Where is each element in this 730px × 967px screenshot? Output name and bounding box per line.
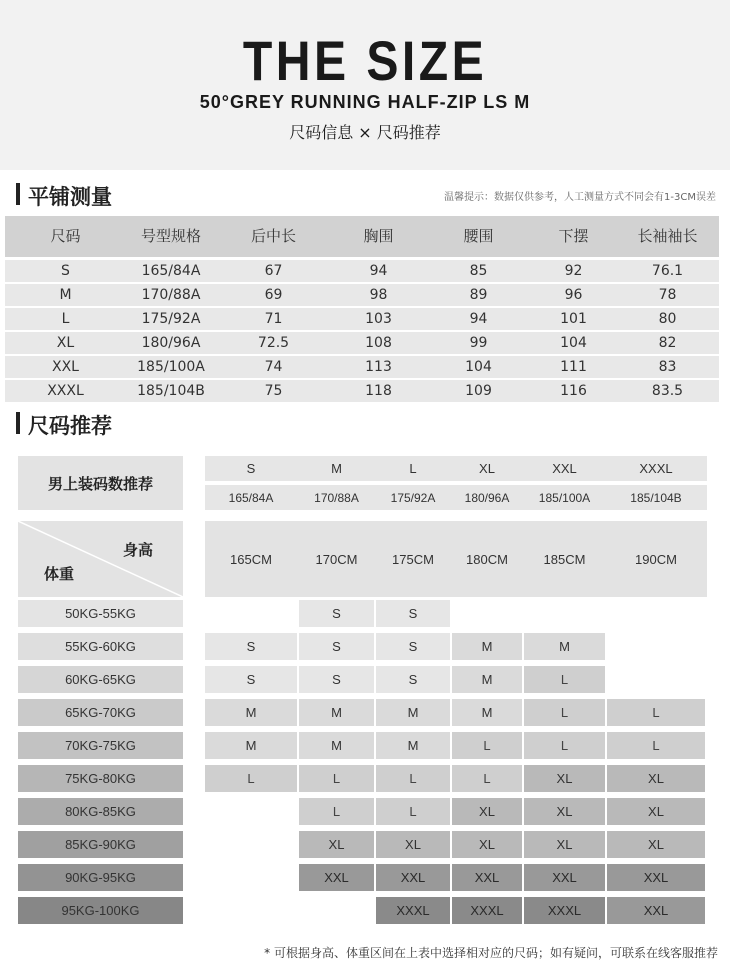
size-cell: L <box>452 765 522 792</box>
recommend-title: 尺码推荐 <box>28 414 112 438</box>
spec-header: 185/104B <box>630 490 682 505</box>
table-cell: 185/104B <box>137 383 205 399</box>
table-cell: 71 <box>264 311 283 327</box>
table-cell: 104 <box>560 335 587 351</box>
size-cell: L <box>524 666 605 693</box>
size-cell: XL <box>299 831 374 858</box>
size-cell: M <box>299 699 374 726</box>
size-cell: XXL <box>299 864 374 891</box>
weight-range: 90KG-95KG <box>18 864 183 891</box>
table-cell: 185/100A <box>137 359 205 375</box>
size-cell: XXXL <box>524 897 605 924</box>
size-cell: M <box>524 633 605 660</box>
height-header: 170CM <box>315 551 358 567</box>
table-cell: 104 <box>465 359 492 375</box>
weight-range: 80KG-85KG <box>18 798 183 825</box>
weight-range: 50KG-55KG <box>18 600 183 627</box>
size-cell: L <box>524 699 605 726</box>
table-cell: 94 <box>369 263 388 279</box>
size-cell: S <box>376 666 450 693</box>
diagonal-divider <box>18 521 183 597</box>
height-header: 165CM <box>230 551 272 567</box>
table-cell: 111 <box>560 359 587 375</box>
table-cell: 180/96A <box>141 335 201 351</box>
size-cell: XL <box>452 798 522 825</box>
weight-range: 60KG-65KG <box>18 666 183 693</box>
height-header: 185CM <box>543 551 586 567</box>
size-cell: L <box>452 732 522 759</box>
table-cell: 113 <box>365 359 392 375</box>
size-cell: M <box>299 732 374 759</box>
corner-label: 男上装码数推荐 <box>18 456 183 510</box>
size-cell: S <box>205 633 297 660</box>
spec-header: 185/100A <box>538 490 591 505</box>
spec-header: 180/96A <box>464 490 510 505</box>
size-cell: L <box>205 765 297 792</box>
size-cell: M <box>376 732 450 759</box>
table-cell: XXXL <box>47 383 84 399</box>
size-cell: M <box>376 699 450 726</box>
table-cell: 108 <box>365 335 392 351</box>
size-cell: XXL <box>452 864 522 891</box>
table-cell: 75 <box>264 383 283 399</box>
size-cell: L <box>607 699 705 726</box>
weight-range: 70KG-75KG <box>18 732 183 759</box>
size-cell: M <box>205 732 297 759</box>
size-cell: M <box>205 699 297 726</box>
size-header: M <box>331 461 342 476</box>
table-cell: 腰围 <box>463 227 494 245</box>
table-row <box>5 308 719 330</box>
size-cell: S <box>376 600 450 627</box>
table-cell: 下摆 <box>558 227 589 245</box>
size-cell: XL <box>452 831 522 858</box>
footnote: * 可根据身高、体重区间在上表中选择相对应的尺码；如有疑问，可联系在线客服推荐 <box>264 946 718 960</box>
size-cell: XL <box>524 765 605 792</box>
table-cell: 94 <box>469 311 488 327</box>
height-header: 175CM <box>392 551 434 567</box>
table-cell: 165/84A <box>141 263 201 279</box>
size-cell: L <box>524 732 605 759</box>
table-cell: 175/92A <box>141 311 201 327</box>
table-cell: 98 <box>369 287 388 303</box>
size-cell: S <box>205 666 297 693</box>
weight-range: 65KG-70KG <box>18 699 183 726</box>
table-cell: 号型规格 <box>140 227 201 245</box>
spec-header: 165/84A <box>228 490 274 505</box>
weight-range: 85KG-90KG <box>18 831 183 858</box>
table-cell: M <box>59 287 72 303</box>
table-cell: 170/88A <box>141 287 201 303</box>
size-cell: S <box>299 600 374 627</box>
weight-label: 体重 <box>44 566 75 583</box>
size-cell: S <box>299 666 374 693</box>
table-cell: 85 <box>469 263 488 279</box>
size-cell: L <box>607 732 705 759</box>
size-cell: M <box>452 699 522 726</box>
table-cell: 长袖袖长 <box>637 227 698 245</box>
section-marker <box>16 412 20 434</box>
size-cell: XL <box>607 765 705 792</box>
table-cell: 69 <box>264 287 283 303</box>
table-cell: 83 <box>658 359 677 375</box>
table-cell: 74 <box>264 359 283 375</box>
table-cell: 83.5 <box>651 383 684 399</box>
table-cell: 89 <box>469 287 488 303</box>
size-cell: L <box>376 798 450 825</box>
size-header: XXL <box>552 461 577 476</box>
table-row <box>5 332 719 354</box>
size-cell: XL <box>376 831 450 858</box>
table-cell: 118 <box>365 383 392 399</box>
table-cell: 96 <box>564 287 583 303</box>
size-cell: XL <box>524 831 605 858</box>
size-header: L <box>409 461 417 476</box>
weight-range: 55KG-60KG <box>18 633 183 660</box>
size-cell: XXL <box>524 864 605 891</box>
weight-range: 75KG-80KG <box>18 765 183 792</box>
size-cell: XL <box>524 798 605 825</box>
table-cell: XL <box>56 335 75 351</box>
table-row <box>5 260 719 282</box>
size-cell: S <box>376 633 450 660</box>
size-header: XXXL <box>639 461 673 476</box>
table-row <box>5 284 719 306</box>
table-header <box>5 216 719 257</box>
measure-tip: 温馨提示：数据仅供参考，人工测量方式不同会有1-3CM误差 <box>444 192 716 203</box>
height-header: 190CM <box>635 551 677 567</box>
size-cell: L <box>376 765 450 792</box>
table-row <box>5 380 719 402</box>
page-title: THE SIZE <box>242 29 488 92</box>
table-cell: 103 <box>365 311 392 327</box>
table-row <box>5 356 719 378</box>
height-header: 180CM <box>466 551 508 567</box>
table-cell: S <box>61 263 70 279</box>
table-cell: 99 <box>469 335 488 351</box>
table-cell: 后中长 <box>250 227 296 245</box>
size-cell: L <box>299 765 374 792</box>
size-cell: XL <box>607 831 705 858</box>
table-cell: 胸围 <box>363 227 394 245</box>
size-cell: XXXL <box>452 897 522 924</box>
height-weight-corner <box>18 521 183 597</box>
table-cell: 116 <box>560 383 587 399</box>
size-header: S <box>246 461 256 476</box>
size-cell: XXL <box>376 864 450 891</box>
table-cell: 80 <box>658 311 677 327</box>
spec-header: 170/88A <box>314 490 359 505</box>
size-cell: XXXL <box>376 897 450 924</box>
size-header: XL <box>479 461 495 476</box>
size-cell: L <box>299 798 374 825</box>
section-marker <box>16 183 20 205</box>
table-cell: 109 <box>465 383 492 399</box>
product-name: 50°GREY RUNNING HALF-ZIP LS M <box>199 92 531 112</box>
size-cell: XXL <box>607 897 705 924</box>
table-cell: 78 <box>658 287 677 303</box>
table-cell: 尺码 <box>50 227 81 245</box>
size-cell: M <box>452 666 522 693</box>
tagline: 尺码信息 × 尺码推荐 <box>289 123 441 142</box>
table-cell: 67 <box>264 263 283 279</box>
table-cell: XXL <box>52 359 79 375</box>
table-cell: 101 <box>560 311 587 327</box>
height-label: 身高 <box>122 542 153 559</box>
table-cell: L <box>61 311 70 327</box>
size-cell: M <box>452 633 522 660</box>
table-cell: 76.1 <box>651 263 684 279</box>
size-cell: XL <box>607 798 705 825</box>
table-cell: 82 <box>658 335 677 351</box>
flat-measure-title: 平铺测量 <box>28 185 112 209</box>
size-cell: S <box>299 633 374 660</box>
size-cell: XXL <box>607 864 705 891</box>
spec-header: 175/92A <box>390 490 436 505</box>
table-cell: 92 <box>564 263 583 279</box>
table-cell: 72.5 <box>257 335 290 351</box>
weight-range: 95KG-100KG <box>18 897 183 924</box>
